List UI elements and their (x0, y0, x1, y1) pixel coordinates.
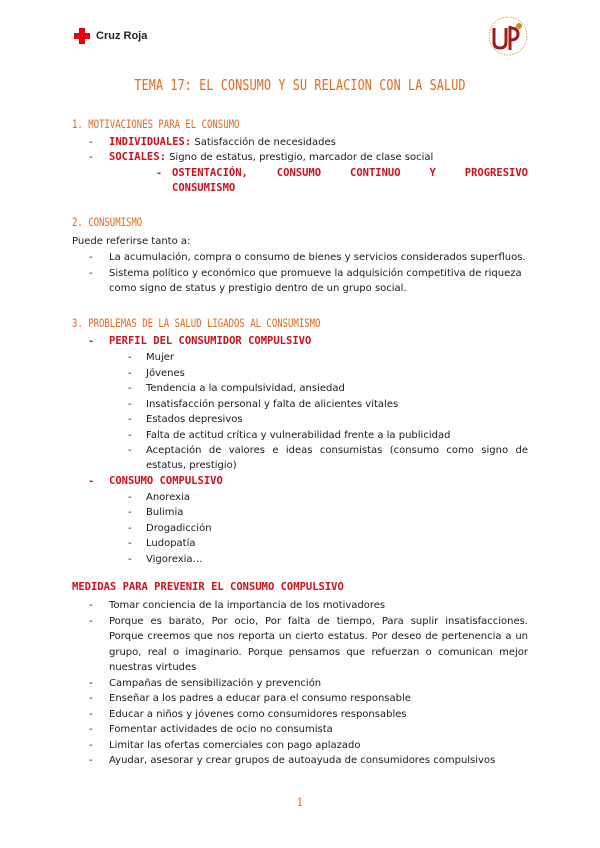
list-item: Enseñar a los padres a educar para el consumo responsable (109, 693, 411, 704)
list-item: Ayudar, asesorar y crear grupos de autoayuda de consumidores compulsivos (109, 755, 496, 766)
list-item: INDIVIDUALES: Satisfacción de necesidades (109, 136, 336, 148)
list-item: Sistema político y económico que promueve la adquisición competitiva de riqueza (109, 268, 522, 279)
list-item-continuation: Porque creemos que nos reporta un cierto estatus. Por deseo de pertenencia a un (109, 631, 528, 642)
list-item-continuation: nuestras virtudes (109, 662, 197, 673)
list-item: Ludopatía (146, 538, 196, 549)
red-cross-icon (74, 28, 90, 44)
section-2-heading: 2. CONSUMISMO (72, 215, 143, 229)
page-title: TEMA 17: EL CONSUMO Y SU RELACION CON LA SALUD (134, 76, 466, 94)
list-item: Falta de actitud crítica y vulnerabilidad frente a la publicidad (146, 430, 451, 441)
measures-heading: MEDIDAS PARA PREVENIR EL CONSUMO COMPULSIVO (72, 581, 344, 593)
list-item: SOCIALES: Signo de estatus, prestigio, marcador de clase social (109, 151, 434, 163)
list-item: Bulimia (146, 507, 184, 518)
list-item: Anorexia (146, 492, 190, 503)
list-item: Mujer (146, 352, 175, 363)
list-item: Porque es barato, Por ocio, Por falta de tiempo, Para suplir insatisfacciones. (109, 616, 528, 627)
document-page: Cruz Roja TEMA 17: EL CONSUMO Y SU RELACION CON LA SALUD 1. MOTIVACIONES PARA EL CONSUMO - INDIVIDUALES: Satisfacción de necesidades - SOCIALES: Signo de estatus, prestigio, marcador de clase social - OSTENTACIÓN, CONSUMO CONTINUO Y PROGRESIVO CONSUMISMO 2. CONSUMISMO Puede referirse tanto a: - La acumulación, compra o consumo de bienes y servicios considerados superfluos. - Sistema político y económico que promueve la adquisición competitiva de riqueza como signo de status y prestigio dentro de un grupo social. 3. PROBLEMAS DE LA SALUD LIGADOS AL CONSUMISMO - PERFIL DEL CONSUMIDOR COMPULSIVO - Mujer - Jóvenes - Tendencia a la compulsividad, ansiedad - Insatisfacción personal y falta de alicientes vitales - Estados depresivos - Falta de actitud crítica y vulnerabilidad frente a la publicidad - Aceptación de valores e ideas consumistas (consumo como signo de estatus, prestigio) - CONSUMO COMPULSIVO - Anorexia - Bulimia - Drogadicción - Ludopatía - Vigorexia… MEDIDAS PARA PREVENIR EL CONSUMO COMPULSIVO - Tomar conciencia de la importancia de los motivadores - Porque es barato, Por ocio, Por falta de tiempo, Para suplir insatisfacciones. Porque creemos que nos reporta un cierto estatus. Por deseo de pertenencia a un grupo, real o imaginario. Porque pensamos que refuerzan o comunican mejor nuestras virtudes - Campañas de sensibilización y prevención - Enseñar a los padres a educar para el consumo responsable - Educar a niños y jóvenes como consumidores responsables - Fomentar actividades de ocio no consumista - Limitar las ofertas comerciales con pago aplazado - Ayudar, asesorar y crear grupos de autoayuda de consumidores compulsivos 1 (0, 0, 600, 848)
consumo-label: CONSUMO COMPULSIVO (109, 475, 223, 487)
list-item-continuation: como signo de status y prestigio dentro de un grupo social. (109, 283, 407, 294)
section-1-heading: 1. MOTIVACIONES PARA EL CONSUMO (72, 117, 240, 131)
list-item: Aceptación de valores e ideas consumistas (consumo como signo de (146, 445, 528, 456)
list-item: Tomar conciencia de la importancia de los motivadores (109, 600, 386, 611)
list-item: Vigorexia… (146, 554, 203, 565)
section-2-intro: Puede referirse tanto a: (72, 236, 191, 247)
list-item: Drogadicción (146, 523, 212, 534)
university-seal-icon (486, 14, 530, 58)
brand-text: Cruz Roja (96, 30, 148, 42)
page-number: 1 (296, 796, 304, 809)
list-item: Jóvenes (146, 368, 185, 379)
cruz-roja-logo (74, 28, 147, 44)
list-item: Tendencia a la compulsividad, ansiedad (146, 383, 345, 394)
sub-item-ostentacion: OSTENTACIÓN, CONSUMO CONTINUO Y PROGRESIVO (172, 167, 528, 179)
profile-label: PERFIL DEL CONSUMIDOR COMPULSIVO (109, 335, 312, 347)
list-item: Limitar las ofertas comerciales con pago aplazado (109, 740, 361, 751)
list-item: Estados depresivos (146, 414, 243, 425)
list-item: Insatisfacción personal y falta de alicientes vitales (146, 399, 399, 410)
section-3-heading: 3. PROBLEMAS DE LA SALUD LIGADOS AL CONSUMISMO (72, 316, 321, 330)
list-item: Fomentar actividades de ocio no consumista (109, 724, 333, 735)
sub-item-consumismo: CONSUMISMO (172, 182, 236, 194)
list-item-continuation: estatus, prestigio) (146, 460, 237, 471)
list-item: Educar a niños y jóvenes como consumidores responsables (109, 709, 407, 720)
list-item: La acumulación, compra o consumo de bienes y servicios considerados superfluos. (109, 252, 526, 263)
list-item: Campañas de sensibilización y prevención (109, 678, 322, 689)
list-item-continuation: grupo, real o imaginario. Porque pensamos que refuerzan o comunican mejor (109, 647, 528, 658)
